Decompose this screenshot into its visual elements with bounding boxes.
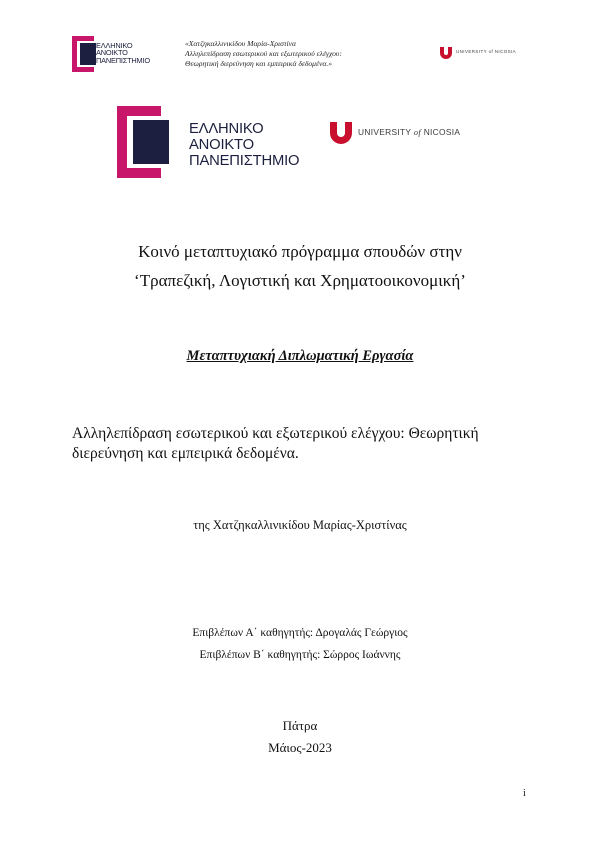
eap-text-line: ΠΑΝΕΠΙΣΤΗΜΙΟ xyxy=(189,153,300,169)
thesis-title-line: διερεύνηση και εμπειρικά δεδομένα. xyxy=(72,445,299,462)
unic-text-prefix: UNIVERSITY xyxy=(358,127,412,137)
date: Μάιος-2023 xyxy=(268,740,332,755)
running-title-line: Θεωρητική διερεύνηση και εμπειρικά δεδομένα.» xyxy=(185,59,333,68)
main-unic-text xyxy=(358,127,460,137)
eap-text-line: ΑΝΟΙΚΤΟ xyxy=(189,137,254,153)
programme-line-2: ‘Τραπεζική, Λογιστική και Χρηματοοικονομική’ xyxy=(134,271,466,290)
header-eap-logo xyxy=(72,36,172,72)
running-title-line: Αλληλεπίδραση εσωτερικού και εξωτερικού ελέγχου: xyxy=(185,49,342,58)
city: Πάτρα xyxy=(282,718,318,733)
unic-logo-mark-icon xyxy=(440,47,452,59)
main-eap-logo xyxy=(117,106,307,178)
main-eap-logo-text xyxy=(189,121,299,169)
unic-text-suffix: NICOSIA xyxy=(423,127,461,137)
running-title-line: «Χατζηκαλλινικίδου Μαρία-Χριστίνα xyxy=(185,39,297,48)
supervisor-a: Επιβλέπων Α΄ καθηγητής: Δρογαλάς Γεώργιος xyxy=(192,627,408,639)
eap-text-line: ΕΛΛΗΝΙΚΟ xyxy=(96,41,133,50)
header-unic-text: UNIVERSITY of NICOSIA xyxy=(456,49,517,54)
author: της Χατζηκαλλινικίδου Μαρίας-Χριστίνας xyxy=(193,518,407,532)
eap-logo-mark-icon xyxy=(117,106,181,178)
running-title xyxy=(185,39,425,69)
eap-text-line: ΕΛΛΗΝΙΚΟ xyxy=(189,121,264,137)
unic-text-of: of xyxy=(413,127,422,137)
programme-line-1: Κοινό μεταπτυχιακό πρόγραμμα σπουδών στην xyxy=(138,242,462,261)
eap-text-line: ΠΑΝΕΠΙΣΤΗΜΙΟ xyxy=(96,55,150,65)
main-unic-logo xyxy=(330,122,470,144)
thesis-type: Μεταπτυχιακή Διπλωματική Εργασία xyxy=(186,348,414,364)
page-number: i xyxy=(523,788,526,799)
header-eap-logo-text xyxy=(96,42,150,64)
thesis-title xyxy=(72,424,532,464)
eap-text-line: ΑΝΟΙΚΤΟ xyxy=(96,48,128,58)
thesis-title-line: Αλληλεπίδραση εσωτερικού και εξωτερικού ελέγχου: Θεωρητική xyxy=(72,425,479,442)
header-unic-logo xyxy=(440,46,520,60)
unic-logo-mark-icon xyxy=(330,122,352,144)
supervisor-b: Επιβλέπων Β΄ καθηγητής: Σώρρος Ιωάννης xyxy=(199,649,401,661)
